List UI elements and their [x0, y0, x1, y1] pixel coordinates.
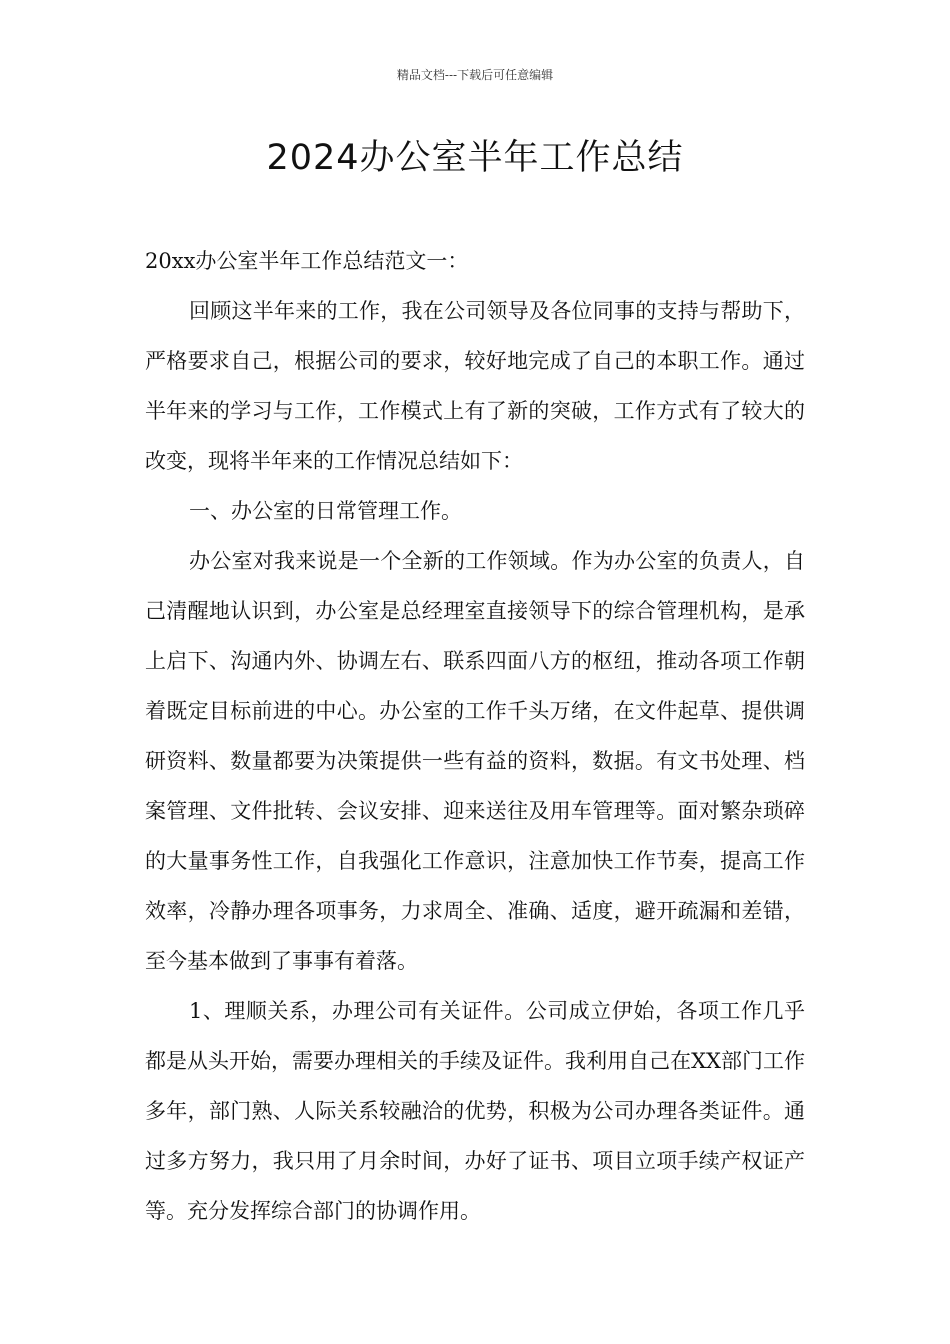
paragraph-office-management: 办公室对我来说是一个全新的工作领域。作为办公室的负责人，自己清醒地认识到，办公室是总经理室直接领导下的综合管理机构，是承上启下、沟通内外、协调左右、联系四面八方的枢纽，推动各项工作朝着既定目标前进的中心。办公室的工作千头万绪，在文件起草、提供调研资料、数量都要为决策提供一些有益的资料，数据。有文书处理、档案管理、文件批转、会议安排、迎来送往及用车管理等。面对繁杂琐碎的大量事务性工作，自我强化工作意识，注意加快工作节奏，提高工作效率，冷静办理各项事务，力求周全、准确、适度，避开疏漏和差错，至今基本做到了事事有着落。	[145, 549, 805, 973]
paragraph-subheading: 一、办公室的日常管理工作。	[189, 499, 462, 523]
document-body	[145, 236, 805, 1236]
paragraph-certificates: 1、理顺关系，办理公司有关证件。公司成立伊始，各项工作几乎都是从头开始，需要办理相关的手续及证件。我利用自己在XX部门工作多年，部门熟、人际关系较融洽的优势，积极为公司办理各类证件。通过多方努力，我只用了月余时间，办好了证书、项目立项手续产权证产等。充分发挥综合部门的协调作用。	[145, 999, 805, 1223]
paragraph-intro: 回顾这半年来的工作，我在公司领导及各位同事的支持与帮助下，严格要求自己，根据公司的要求，较好地完成了自己的本职工作。通过半年来的学习与工作，工作模式上有了新的突破，工作方式有了较大的改变，现将半年来的工作情况总结如下：	[145, 299, 805, 473]
section-heading: 20xx办公室半年工作总结范文一：	[145, 249, 469, 273]
page-header: 精品文档---下载后可任意编辑	[396, 68, 554, 82]
document-title: 2024办公室半年工作总结	[266, 138, 684, 178]
